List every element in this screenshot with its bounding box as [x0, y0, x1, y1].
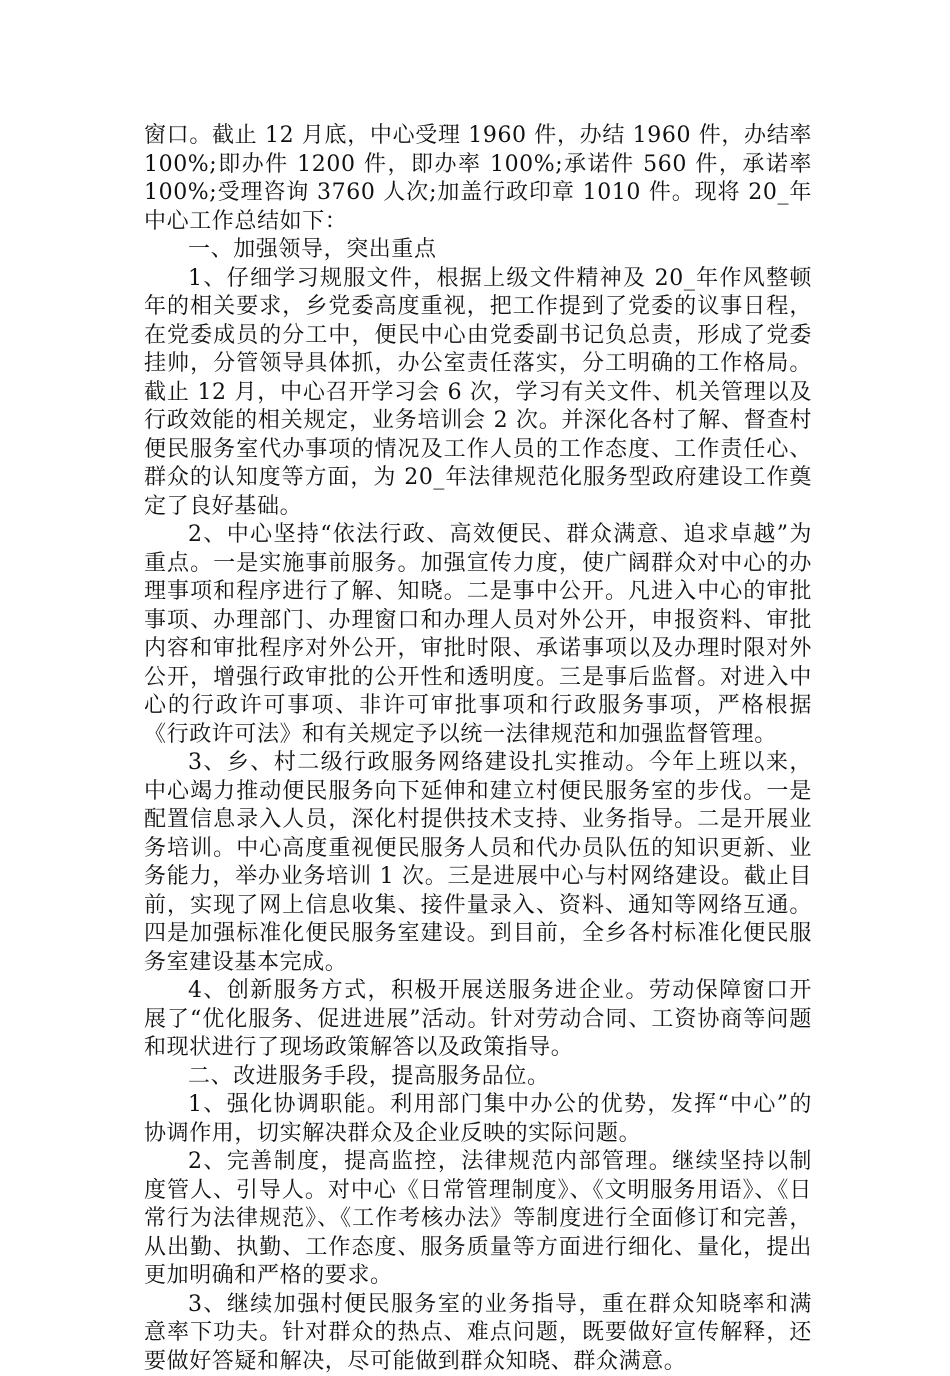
paragraph-2-2: 2、完善制度，提高监控，法律规范内部管理。继续坚持以制度管人、引导人。对中心《日常管理制度》、《文明服务用语》、《日常行为法律规范》、《工作考核办法》等制度进行全面修订和完善，从出勤、执勤、工作态度、服务质量等方面进行细化、量化，提出更加明确和严格的要求。 — [144, 1148, 812, 1291]
paragraph-1-4: 4、创新服务方式，积极开展送服务进企业。劳动保障窗口开展了“优化服务、促进进展”活动。针对劳动合同、工资协商等问题和现状进行了现场政策解答以及政策指导。 — [144, 977, 812, 1063]
paragraph-1-1: 1、仔细学习规服文件，根据上级文件精神及 20_年作风整顿年的相关要求，乡党委高度重视，把工作提到了党委的议事日程，在党委成员的分工中，便民中心由党委副书记负总责，形成了党委挂帅，分管领导具体抓，办公室责任落实，分工明确的工作格局。截止 12 月，中心召开学习会 6 次，学习有关文件、机关管理以及行政效能的相关规定，业务培训会 2 次。并深化各村了解、督查村便民服务室代办事项的情况及工作人员的工作态度、工作责任心、群众的认知度等方面，为 20_年法律规范化服务型政府建设工作奠定了良好基础。 — [144, 265, 812, 522]
paragraph-1-3: 3、乡、村二级行政服务网络建设扎实推动。今年上班以来，中心竭力推动便民服务向下延伸和建立村便民服务室的步伐。一是配置信息录入人员，深化村提供技术支持、业务指导。二是开展业务培训。中心高度重视便民服务人员和代办员队伍的知识更新、业务能力，举办业务培训 1 次。三是进展中心与村网络建设。截止目前，实现了网上信息收集、接件量录入、资料、通知等网络互通。四是加强标准化便民服务室建设。到目前，全乡各村标准化便民服务室建设基本完成。 — [144, 749, 812, 977]
paragraph-continuation: 窗口。截止 12 月底，中心受理 1960 件，办结 1960 件，办结率 100%;即办件 1200 件，即办率 100%;承诺件 560 件，承诺率 100%;受理咨询 3760 人次;加盖行政印章 1010 件。现将 20_年中心工作总结如下： — [144, 122, 812, 236]
section-heading-2: 二、改进服务手段，提高服务品位。 — [144, 1063, 812, 1092]
paragraph-1-2: 2、中心坚持“依法行政、高效便民、群众满意、追求卓越”为重点。一是实施事前服务。加强宣传力度，使广阔群众对中心的办理事项和程序进行了解、知晓。二是事中公开。凡进入中心的审批事项、办理部门、办理窗口和办理人员对外公开，申报资料、审批内容和审批程序对外公开，审批时限、承诺事项以及办理时限对外公开，增强行政审批的公开性和透明度。三是事后监督。对进入中心的行政许可事项、非许可审批事项和行政服务事项，严格根据《行政许可法》和有关规定予以统一法律规范和加强监督管理。 — [144, 521, 812, 749]
paragraph-2-3: 3、继续加强村便民服务室的业务指导，重在群众知晓率和满意率下功夫。针对群众的热点、难点问题，既要做好宣传解释，还要做好答疑和解决，尽可能做到群众知晓、群众满意。 — [144, 1291, 812, 1376]
paragraph-2-1: 1、强化协调职能。利用部门集中办公的优势，发挥“中心”的协调作用，切实解决群众及企业反映的实际问题。 — [144, 1091, 812, 1148]
document-body — [144, 122, 812, 1376]
section-heading-1: 一、加强领导，突出重点 — [144, 236, 812, 265]
